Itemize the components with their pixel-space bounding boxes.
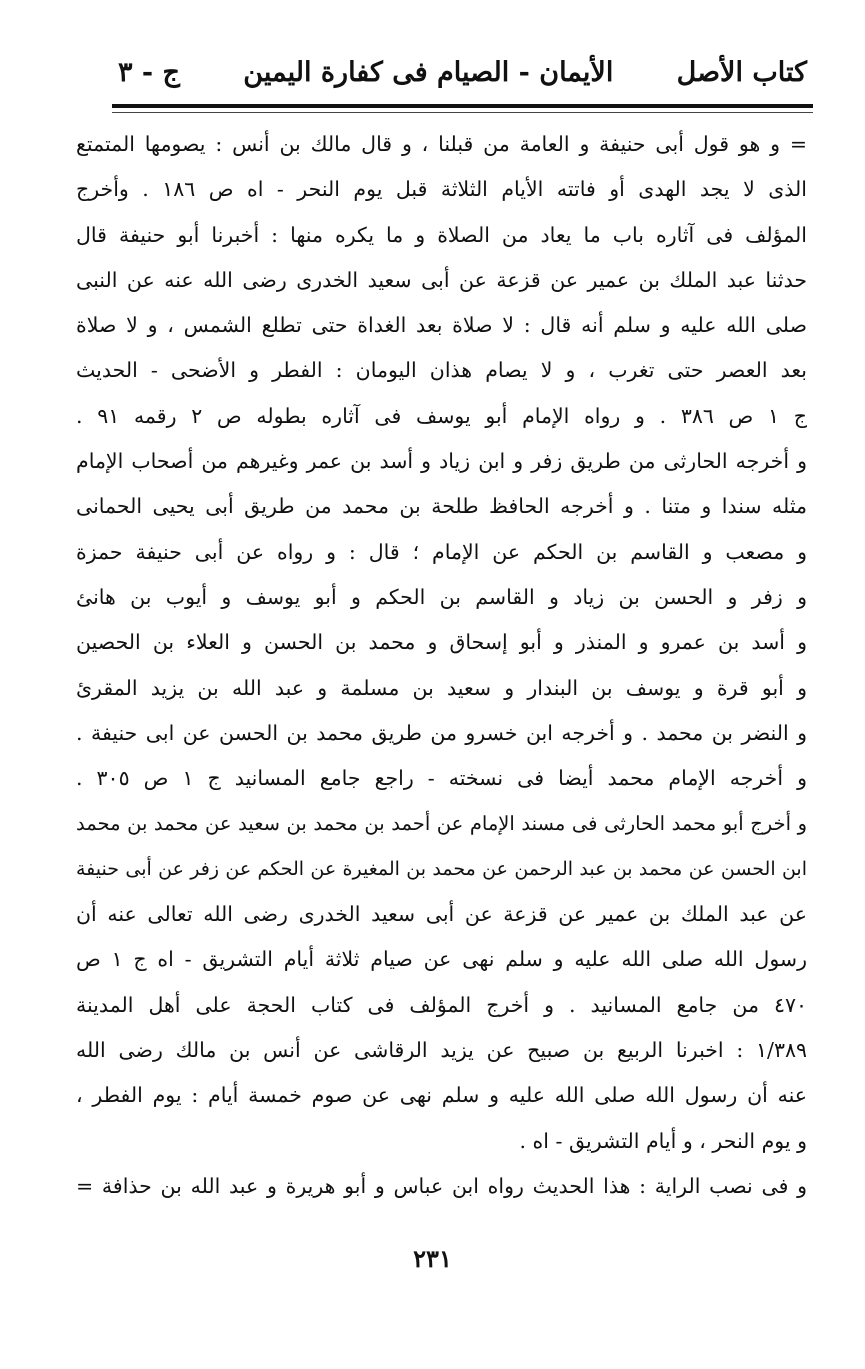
text-line: عنه أن رسول الله صلى الله عليه و سلم نهى عن صوم خمسة أيام : يوم الفطر ،: [76, 1083, 807, 1108]
text-line: عن عبد الملك بن عمير عن قزعة عن أبى سعيد الخدرى رضى الله تعالى عنه أن: [76, 902, 807, 927]
text-line: و مصعب و القاسم بن الحكم عن الإمام ؛ قال : و رواه عن أبى حنيفة حمزة: [76, 539, 807, 564]
text-line: ١/٣٨٩ : اخبرنا الربيع بن صبيح عن يزيد الرقاشى عن أنس بن مالك رضى الله: [76, 1037, 807, 1062]
text-line: المؤلف فى آثاره باب ما يعاد من الصلاة و ما يكره منها : أخبرنا أبو حنيفة قال: [76, 222, 807, 247]
text-line: و النضر بن محمد . و أخرجه ابن خسرو من طريق محمد بن الحسن عن ابى حنيفة .: [76, 720, 807, 745]
header-rule-thin: [112, 112, 813, 113]
text-line: بعد العصر حتى تغرب ، و لا يصام هذان اليومان : الفطر و الأضحى - الحديث: [76, 358, 807, 383]
text-line: و يوم النحر ، و أيام التشريق - اه .: [519, 1128, 807, 1153]
text-line: و فى نصب الراية : هذا الحديث رواه ابن عباس و أبو هريرة و عبد الله بن حذافة =: [76, 1173, 807, 1198]
text-line: و أخرج أبو محمد الحارثى فى مسند الإمام عن أحمد بن محمد بن سعيد عن محمد بن محمد: [76, 812, 807, 836]
text-line: و أخرجه الحارثى من طريق زفر و ابن زياد و أسد بن عمر وغيرهم من أصحاب الإمام: [76, 449, 807, 474]
text-line: الذى لا يجد الهدى أو فاتته الأيام الثلاثة قبل يوم النحر - اه ص ١٨٦ . وأخرج: [76, 177, 807, 202]
header-rule: [112, 104, 813, 108]
text-line: رسول الله صلى الله عليه و سلم نهى عن صيام ثلاثة أيام التشريق - اه ج ١ ص: [76, 947, 807, 972]
running-header: [118, 50, 807, 96]
text-line: و أخرجه الإمام محمد أيضا فى نسخته - راجع جامع المسانيد ج ١ ص ٣٠٥ .: [76, 766, 807, 791]
text-line: ٤٧٠ من جامع المسانيد . و أخرج المؤلف فى كتاب الحجة على أهل المدينة: [76, 992, 807, 1017]
text-line: = و هو قول أبى حنيفة و العامة من قبلنا ، و قال مالك بن أنس : يصومها المتمتع: [76, 132, 807, 156]
text-line: و زفر و الحسن بن زياد و القاسم بن الحكم و أبو يوسف و أيوب بن هانئ: [76, 584, 807, 609]
text-line: ج ١ ص ٣٨٦ . و رواه الإمام أبو يوسف فى آثاره بطوله ص ٢ رقمه ٩١ .: [76, 403, 807, 428]
text-line: ابن الحسن عن محمد بن عبد الرحمن عن محمد بن المغيرة عن الحكم عن زفر عن أبى حنيفة: [76, 857, 807, 880]
text-line: حدثنا عبد الملك بن عمير عن قزعة عن أبى سعيد الخدرى رضى الله عنه عن النبى: [76, 267, 807, 292]
volume-label: ج - ٣: [118, 57, 180, 88]
book-title: كتاب الأصل: [676, 57, 807, 88]
text-line: مثله سندا و متنا . و أخرجه الحافظ طلحة بن محمد من طريق أبى يحيى الحمانى: [76, 494, 807, 519]
footnote-text: [76, 122, 807, 1209]
page-number: ٢٣١: [413, 1244, 452, 1273]
text-line: و أسد بن عمرو و المنذر و أبو إسحاق و محمد بن الحسن و العلاء بن الحصين: [76, 630, 807, 655]
chapter-title: الأيمان - الصيام فى كفارة اليمين: [243, 57, 614, 88]
text-line: و أبو قرة و يوسف بن البندار و سعيد بن مسلمة و عبد الله بن يزيد المقرئ: [76, 675, 807, 700]
text-line: صلى الله عليه و سلم أنه قال : لا صلاة بعد الغداة حتى تطلع الشمس ، و لا صلاة: [76, 313, 807, 338]
